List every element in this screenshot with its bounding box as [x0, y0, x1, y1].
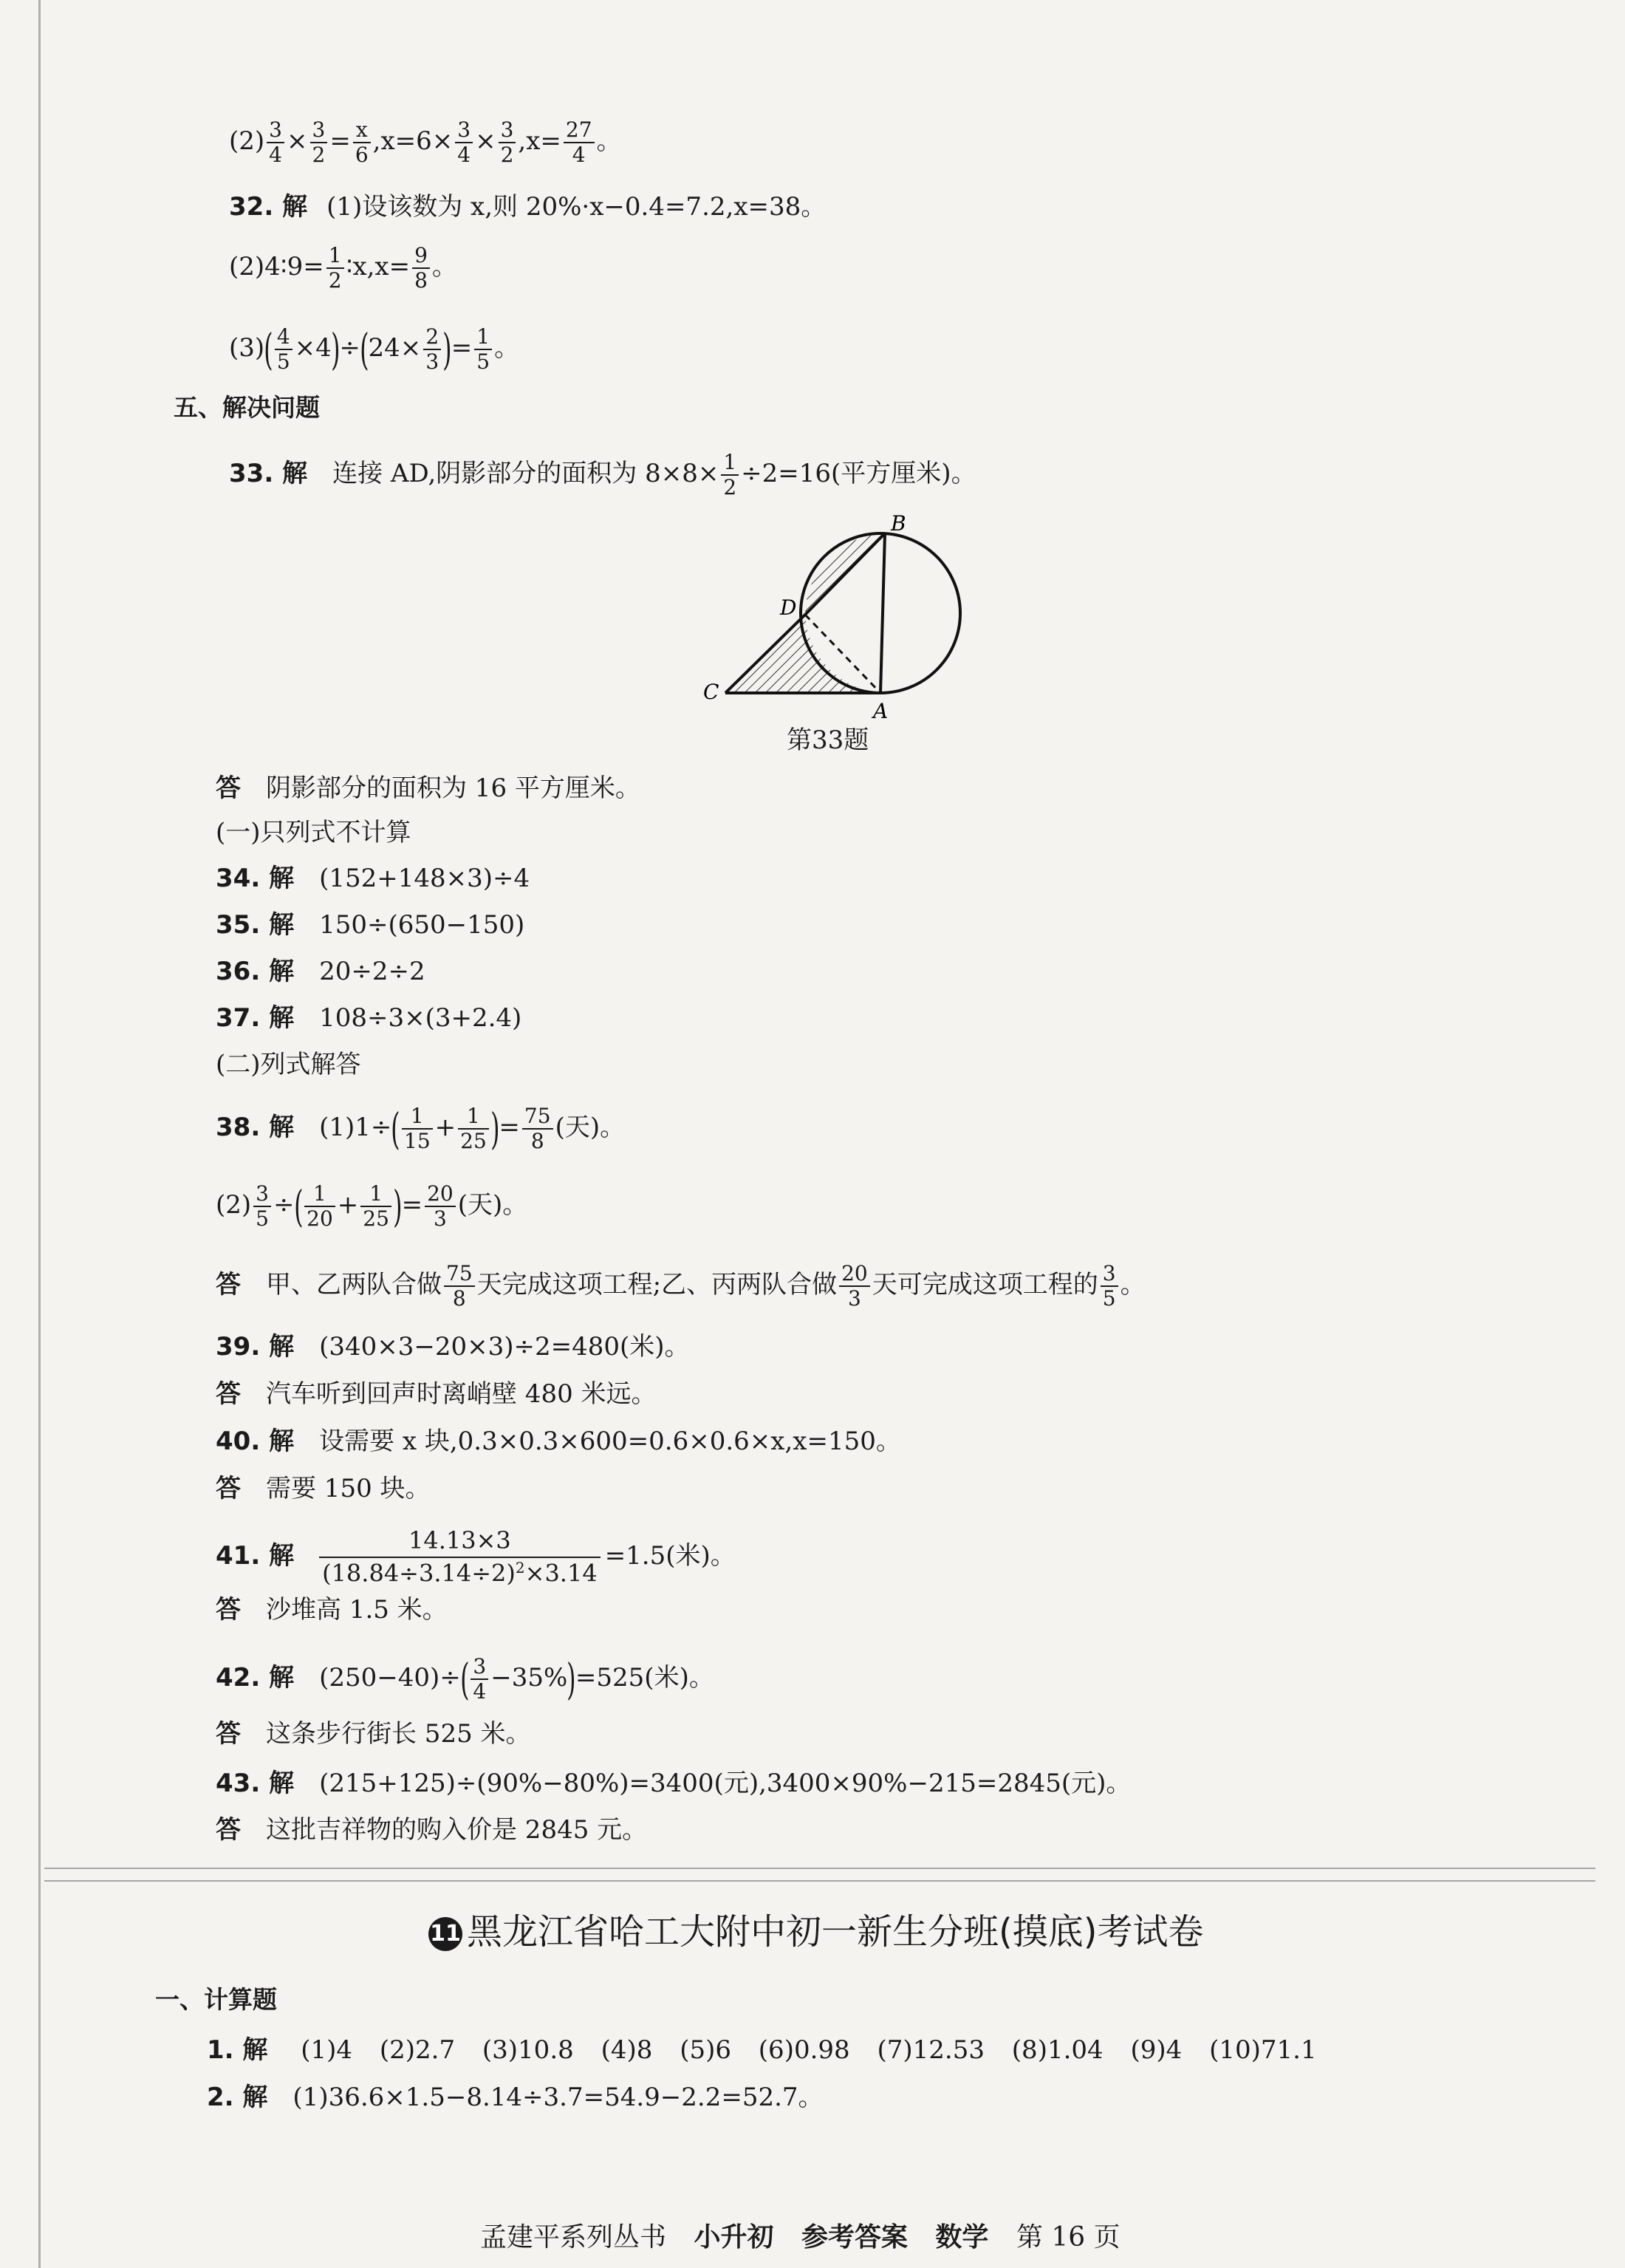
footer-kind: 参考答案 — [801, 2222, 908, 2252]
q1-item: (1)4 — [301, 2035, 353, 2065]
answer-32-part3: (3)( $\frac{4}{5}$ ×4)÷(24× $\frac{2}{3}$ )= $\frac{1}{5}$ 。 — [229, 324, 520, 375]
answer-35: 35. 解 150÷(650−150) — [216, 910, 525, 940]
answer-38-part1: 38. 解 (1)1÷( $\frac{1}{15}$ + $\frac{1}{25}$ )= $\frac{75}{8}$ (天)。 — [216, 1104, 626, 1155]
exam-number-badge: 11 — [428, 1917, 462, 1951]
conclusion-42: 答 这条步行街长 525 米。 — [216, 1719, 531, 1749]
conclusion-40: 答 需要 150 块。 — [216, 1474, 431, 1503]
footer-series: 孟建平系列丛书 — [480, 2222, 667, 2252]
label-c: C — [703, 680, 719, 704]
footer-level: 小升初 — [694, 2222, 774, 2252]
answer-36: 36. 解 20÷2÷2 — [216, 957, 425, 986]
q1-item: (4)8 — [601, 2035, 653, 2065]
footer-page-number: 第 16 页 — [1016, 2222, 1121, 2252]
section-divider-bottom — [44, 1880, 1595, 1882]
answer-31-part2: (2) $\frac{3}{4}$ × $\frac{3}{2}$ = $\frac{x}{6}$ ,x=6× $\frac{3}{4}$ × $\frac{3}{2}$ ,x= $\frac{27}{4}$ 。 — [229, 117, 622, 168]
section-heading-1: 一、计算题 — [155, 1985, 277, 2014]
q1-item: (5)6 — [680, 2035, 731, 2065]
answer-38-part2: (2) $\frac{3}{5}$ ÷( $\frac{1}{20}$ + $\frac{1}{25}$ )= $\frac{20}{3}$ (天)。 — [216, 1181, 528, 1232]
conclusion-41: 答 沙堆高 1.5 米。 — [216, 1595, 448, 1625]
q1-item: (10)71.1 — [1209, 2035, 1317, 2065]
answer-34: 34. 解 (152+148×3)÷4 — [216, 864, 530, 893]
answer-33: 33. 解 连接 AD,阴影部分的面积为 8×8× $\frac{1}{2}$ ÷2=16(平方厘米)。 — [229, 450, 976, 500]
conclusion-39: 答 汽车听到回声时离峭壁 480 米远。 — [216, 1379, 657, 1409]
answer-41: 41. 解 $\frac{14.13\times 3}{(18.84\div 3.14\div 2)^2\times 3.14}$ =1.5(米)。 — [216, 1526, 736, 1588]
section-divider-top — [44, 1868, 1595, 1869]
segment-ba — [880, 533, 885, 693]
label-a: A — [873, 699, 889, 723]
q1-item: (7)12.53 — [877, 2035, 985, 2065]
answer-32-part2: (2)4∶9= $\frac{1}{2}$ ∶x,x= $\frac{9}{8}$ 。 — [229, 243, 457, 293]
answer-40: 40. 解 设需要 x 块,0.3×0.3×600=0.6×0.6×x,x=150。 — [216, 1427, 901, 1456]
label-d: D — [780, 595, 797, 620]
footer-subject: 数学 — [935, 2222, 989, 2252]
figure-33 — [687, 510, 982, 731]
answer-32-part1: 32. 解 (1)设该数为 x,则 20%·x−0.4=7.2,x=38。 — [229, 192, 827, 222]
q1-item: (9)4 — [1130, 2035, 1183, 2065]
answer-q1: 1. 解 (1)4 (2)2.7 (3)10.8 (4)8 (5)6 (6)0.98 (7)12.53 (8)1.04 (9)4 (10)71.1 — [207, 2035, 1317, 2065]
subsection-2: (二)列式解答 — [216, 1050, 361, 1079]
page-edge-shadow — [38, 0, 41, 2268]
answer-42: 42. 解 (250−40)÷( $\frac{3}{4}$ −35%)=525(米)。 — [216, 1654, 714, 1705]
answer-39: 39. 解 (340×3−20×3)÷2=480(米)。 — [216, 1332, 690, 1362]
conclusion-38: 答 甲、乙两队合做 $\frac{75}{8}$ 天完成这项工程;乙、丙两队合做 $\frac{20}{3}$ 天可完成这项工程的 $\frac{3}{5}$ 。 — [216, 1261, 1146, 1311]
q1-item: (6)0.98 — [758, 2035, 850, 2065]
conclusion-33: 答 阴影部分的面积为 16 平方厘米。 — [216, 773, 640, 803]
section-heading-5: 五、解决问题 — [174, 393, 320, 422]
conclusion-43: 答 这批吉祥物的购入价是 2845 元。 — [216, 1815, 648, 1845]
figure-caption: 第33题 — [787, 725, 869, 755]
subsection-1: (一)只列式不计算 — [216, 818, 411, 847]
exam-title: 11 黑龙江省哈工大附中初一新生分班(摸底)考试卷 — [428, 1903, 1203, 1954]
label-b: B — [891, 511, 906, 536]
answer-37: 37. 解 108÷3×(3+2.4) — [216, 1003, 522, 1033]
answer-q2: 2. 解 (1)36.6×1.5−8.14÷3.7=54.9−2.2=52.7。 — [207, 2083, 824, 2112]
answer-43: 43. 解 (215+125)÷(90%−80%)=3400(元),3400×90%−215=2845(元)。 — [216, 1769, 1132, 1798]
q1-item: (3)10.8 — [482, 2035, 574, 2065]
q1-item: (8)1.04 — [1011, 2035, 1104, 2065]
q1-item: (2)2.7 — [379, 2035, 456, 2065]
page-footer — [480, 2216, 1140, 2254]
